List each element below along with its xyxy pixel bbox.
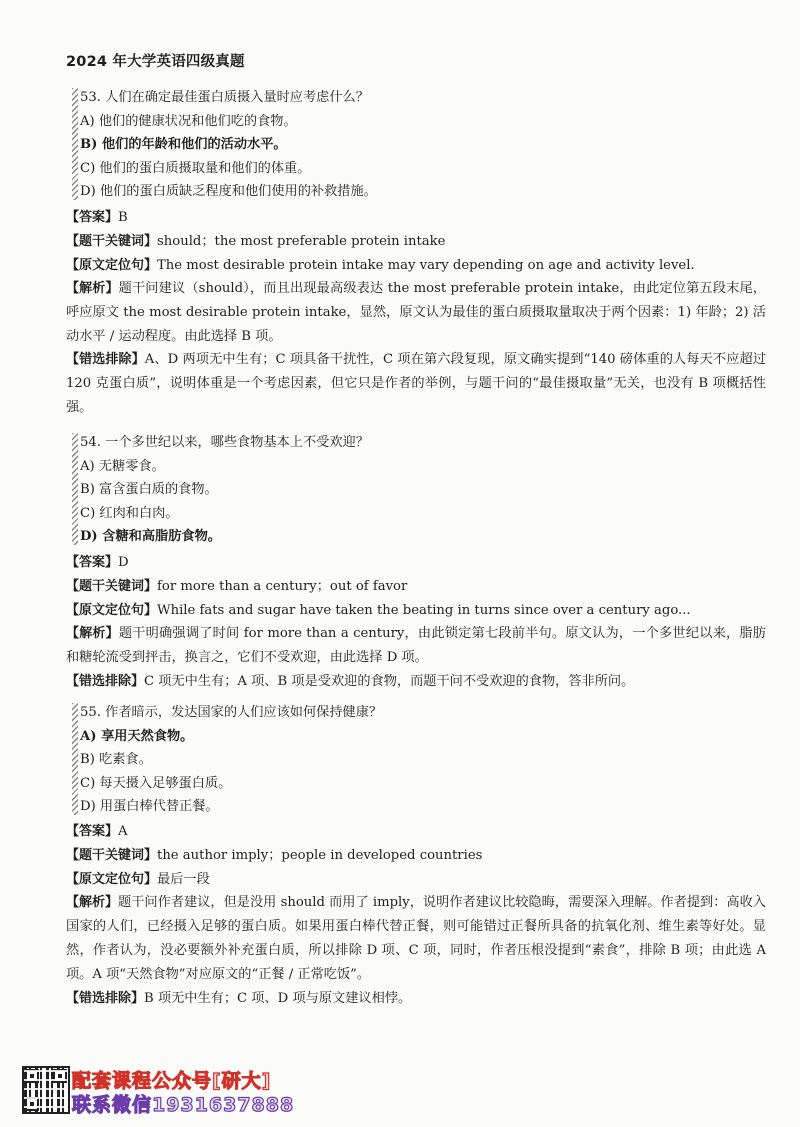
option-c: C) 他们的蛋白质摄取量和他们的体重。 — [80, 160, 311, 176]
promo-line-1: 配套课程公众号[研大] — [72, 1070, 272, 1092]
option-a: A) 他们的健康状况和他们吃的食物。 — [80, 113, 297, 129]
source-row — [66, 868, 766, 892]
question-block — [72, 431, 760, 549]
exclusion-label: 【错选排除】 — [66, 991, 145, 1007]
question-stem: 55. 作者暗示，发达国家的人们应该如何保持健康？ — [80, 705, 383, 720]
exclusion-label: 【错选排除】 — [66, 674, 145, 690]
exclusion-text: C 项无中生有；A 项、B 项是受欢迎的食物，而题干问不受欢迎的食物，答非所问。 — [144, 674, 635, 690]
analysis-row — [66, 277, 766, 348]
source-label: 【原文定位句】 — [66, 257, 158, 273]
keywords-row — [66, 230, 766, 254]
analysis-text: 题干问建议（should），而且出现最高级表达 the most preferable protein intake，由此定位第五段末尾，呼应原文 the most desirable protein intake，显然，原文认为最佳的蛋白质摄取量取决于两个因素：1) 年龄；2) 活动水平 / 运动程度。由此选择 B 项。 — [66, 281, 766, 344]
qr-code-icon — [22, 1066, 70, 1114]
exclusion-text: B 项无中生有；C 项、D 项与原文建议相悖。 — [144, 991, 412, 1007]
option-d: D) 他们的蛋白质缺乏程度和他们使用的补救措施。 — [80, 184, 377, 199]
answer-block — [66, 206, 766, 420]
option-c: C) 红肉和白肉。 — [80, 505, 179, 521]
answer-value: A — [118, 824, 128, 839]
source-value: The most desirable protein intake may vary depending on age and activity level. — [157, 257, 695, 273]
option-c: C) 每天摄入足够蛋白质。 — [80, 775, 232, 791]
exclusion-row — [66, 670, 766, 694]
analysis-text: 题干明确强调了时间 for more than a century，由此锁定第七段前半句。原文认为，一个多世纪以来，脂肪和糖轮流受到抨击，换言之，它们不受欢迎，由此选择 D 项。 — [66, 626, 766, 666]
promo-line-2: 联系微信1931637888 — [72, 1094, 295, 1116]
answer-label: 【答案】 — [66, 555, 119, 570]
answer-row — [66, 820, 766, 844]
keywords-value: for more than a century；out of favor — [157, 578, 408, 594]
answer-value: D — [118, 555, 129, 570]
answer-block — [66, 820, 766, 1011]
option-d: D) 含糖和高脂肪食物。 — [80, 529, 221, 544]
source-label: 【原文定位句】 — [66, 871, 158, 887]
keywords-label: 【题干关键词】 — [66, 847, 158, 863]
option-b: B) 他们的年龄和他们的活动水平。 — [80, 137, 287, 152]
analysis-label: 【解析】 — [66, 281, 119, 297]
answer-label: 【答案】 — [66, 824, 119, 839]
answer-row — [66, 551, 766, 575]
keywords-value: should；the most preferable protein intake — [157, 233, 446, 249]
question-stem: 54. 一个多世纪以来，哪些食物基本上不受欢迎？ — [80, 435, 369, 450]
source-value: 最后一段 — [157, 871, 210, 887]
analysis-row — [66, 891, 766, 987]
exclusion-label: 【错选排除】 — [66, 352, 145, 368]
option-b: B) 吃素食。 — [80, 752, 152, 767]
question-block — [72, 86, 760, 204]
source-row — [66, 599, 766, 623]
keywords-value: the author imply；people in developed countries — [157, 847, 483, 863]
answer-value: B — [118, 210, 128, 225]
exclusion-row — [66, 348, 766, 419]
source-row — [66, 254, 766, 278]
option-a: A) 享用天然食物。 — [80, 728, 194, 744]
answer-block — [66, 551, 766, 694]
keywords-label: 【题干关键词】 — [66, 233, 158, 249]
analysis-label: 【解析】 — [66, 895, 119, 911]
analysis-text: 题干问作者建议，但是没用 should 而用了 imply，说明作者建议比较隐晦，需要深入理解。作者提到：高收入国家的人们，已经摄入足够的蛋白质。如果用蛋白棒代替正餐，则可能错过正餐所具备的抗氧化剂、维生素等好处。显然，作者认为，没必要额外补充蛋白质，所以排除 D 项、C 项，同时，作者压根没提到“素食”，排除 B 项；由此选 A 项。A 项“天然食物”对应原文的“正餐 / 正常吃饭”。 — [66, 895, 766, 982]
promo-footer — [22, 1066, 322, 1118]
option-b: B) 富含蛋白质的食物。 — [80, 482, 218, 497]
option-a: A) 无糖零食。 — [80, 458, 165, 474]
source-label: 【原文定位句】 — [66, 602, 158, 618]
answer-row — [66, 206, 766, 230]
question-stem: 53. 人们在确定最佳蛋白质摄入量时应考虑什么？ — [80, 90, 369, 105]
exclusion-text: A、D 两项无中生有；C 项具备干扰性，C 项在第六段复现，原文确实提到“140 磅体重的人每天不应超过 120 克蛋白质”，说明体重是一个考虑因素，但它只是作者的举例，与题干问的“最佳摄取量”无关，也没有 B 项概括性强。 — [66, 352, 766, 415]
option-d: D) 用蛋白棒代替正餐。 — [80, 799, 219, 814]
keywords-row — [66, 844, 766, 868]
exclusion-row — [66, 987, 766, 1011]
analysis-row — [66, 622, 766, 670]
question-block — [72, 701, 760, 819]
page-title: 2024 年大学英语四级真题 — [66, 54, 245, 70]
answer-label: 【答案】 — [66, 210, 119, 225]
keywords-row — [66, 575, 766, 599]
analysis-label: 【解析】 — [66, 626, 119, 642]
source-value: While fats and sugar have taken the beating in turns since over a century ago... — [157, 602, 691, 618]
keywords-label: 【题干关键词】 — [66, 578, 158, 594]
